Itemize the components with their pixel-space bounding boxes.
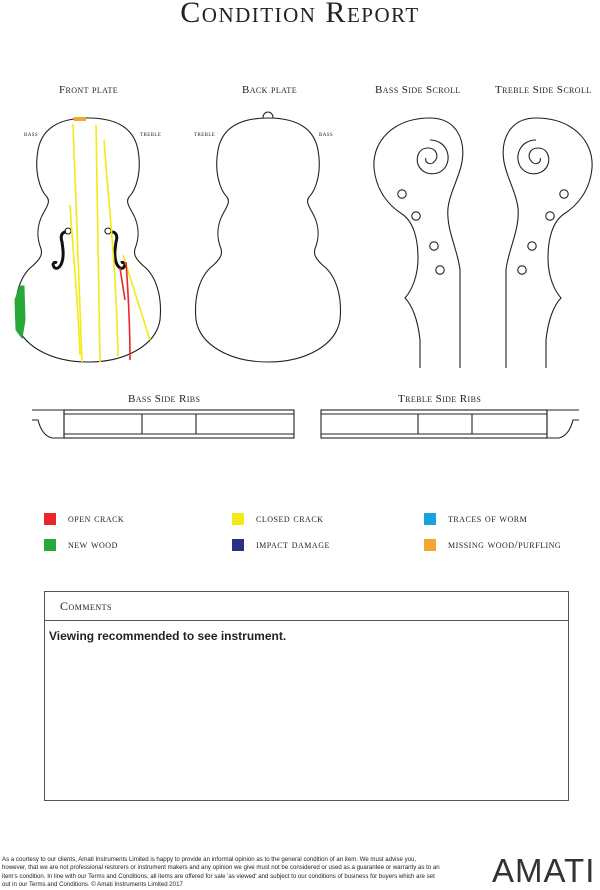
legend-swatch <box>424 539 436 551</box>
front-plate-outline <box>16 118 161 362</box>
legend-label: closed crack <box>256 513 324 525</box>
treble-scroll-label: Treble Side Scroll <box>495 84 592 96</box>
footer-disclaimer: As a courtesy to our clients, Amati Instruments Limited is happy to provide an informal opinion as to the general condition of an item. We must advise you, however, that we are not professional restorers or instrument makers and any opinion we give must not be considered or used as a guarantee or warranty as to an item's condition. In line with our Terms and Conditions, all items are offered for sale 'as viewed' and subject to our conditions of business for buyers which are set out in our Terms and Conditions. © Amati Instruments Limited 2017 <box>2 856 440 888</box>
legend-label: traces of worm <box>448 513 528 525</box>
legend-swatch <box>232 513 244 525</box>
legend-label: impact damage <box>256 539 330 551</box>
treble-ribs-outline <box>321 410 579 438</box>
legend-label: open crack <box>68 513 125 525</box>
legend-closed-crack <box>232 513 323 525</box>
legend-impact-damage <box>232 539 330 551</box>
back-treble-label: treble <box>194 130 216 138</box>
back-plate-outline <box>196 112 341 362</box>
treble-ribs-label: Treble Side Ribs <box>398 393 482 405</box>
front-bass-label: bass <box>24 130 39 138</box>
bass-scroll-label: Bass Side Scroll <box>375 84 461 96</box>
comments-box <box>44 591 569 801</box>
bass-scroll-outline <box>374 118 463 368</box>
legend-missing-wood <box>424 539 561 551</box>
bass-ribs-outline <box>32 410 294 438</box>
front-treble-label: treble <box>140 130 162 138</box>
amati-logo: AMATI <box>492 852 596 889</box>
legend-swatch <box>44 513 56 525</box>
legend-swatch <box>44 539 56 551</box>
legend-new-wood <box>44 539 118 551</box>
front-plate-label: Front plate <box>59 84 119 96</box>
comments-heading: Comments <box>45 592 568 621</box>
back-plate-label: Back plate <box>242 84 297 96</box>
legend-label: new wood <box>68 539 118 551</box>
legend-traces-of-worm <box>424 513 527 525</box>
front-damage-marks <box>15 119 150 362</box>
legend-swatch <box>424 513 436 525</box>
back-bass-label: bass <box>319 130 334 138</box>
treble-scroll-outline <box>503 118 592 368</box>
legend-open-crack <box>44 513 124 525</box>
legend-label: missing wood/purfling <box>448 539 562 551</box>
legend-swatch <box>232 539 244 551</box>
comments-text: Viewing recommended to see instrument. <box>49 629 287 643</box>
bass-ribs-label: Bass Side Ribs <box>128 393 201 405</box>
page-title: Condition Report <box>180 0 420 29</box>
